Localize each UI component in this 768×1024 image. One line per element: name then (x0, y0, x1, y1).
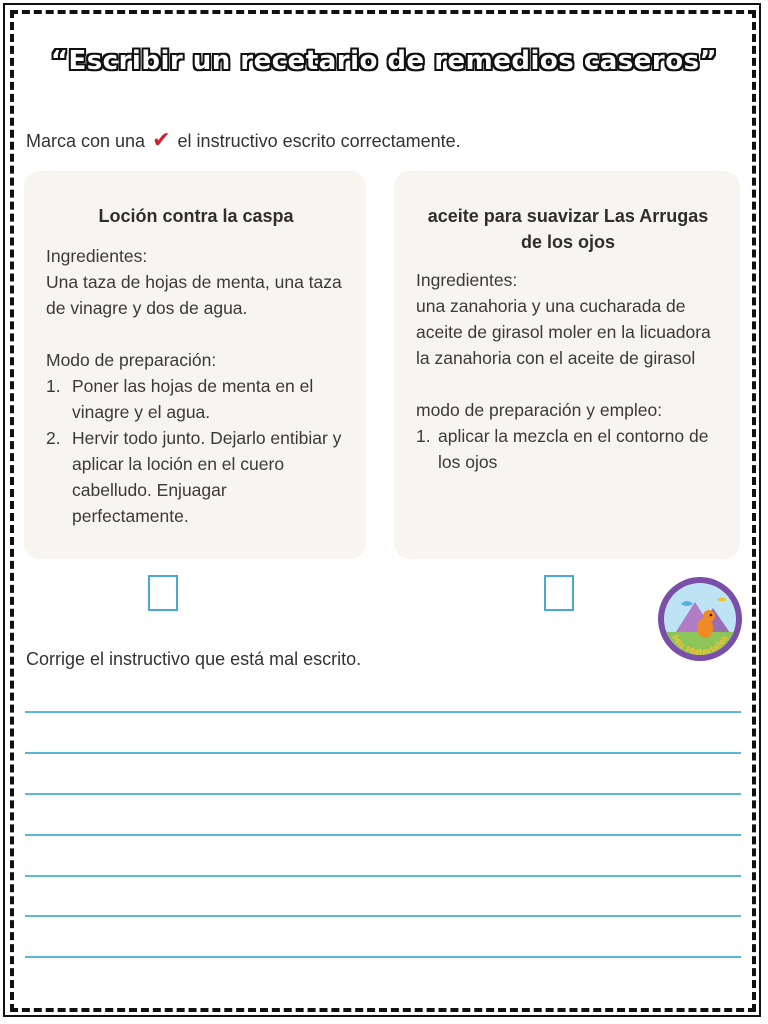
method-label: modo de preparación y empleo: (416, 400, 663, 420)
instruction-after: el instructivo escrito correctamente. (177, 131, 461, 151)
step-number: 1. (416, 426, 431, 446)
recipe-card-right (394, 171, 740, 559)
mis-materiales-logo (657, 576, 743, 662)
writing-line[interactable] (25, 752, 741, 754)
correction-prompt: Corrige el instructivo que está mal escrito. (26, 649, 362, 669)
checkbox-left[interactable] (148, 575, 178, 611)
ingredients-label: Ingredientes: (416, 270, 518, 290)
list-item (46, 425, 346, 529)
list-item (46, 373, 346, 425)
step-text: aplicar la mezcla en el contorno de los ojos (438, 426, 709, 472)
list-item (416, 423, 720, 475)
step-text: Poner las hojas de menta en el vinagre y el agua. (72, 376, 314, 422)
writing-line[interactable] (25, 711, 741, 713)
steps-list (416, 423, 720, 475)
method-label: Modo de preparación: (46, 350, 217, 370)
step-text: Hervir todo junto. Dejarlo entibiar y aplicar la loción en el cuero cabelludo. Enjuagar perfectamente. (72, 428, 342, 526)
ingredients-text: una zanahoria y una cucharada de aceite de girasol moler en la licuadora la zanahoria con el aceite de girasol (416, 296, 711, 368)
steps-list (46, 373, 346, 529)
writing-line[interactable] (25, 875, 741, 877)
writing-line[interactable] (25, 956, 741, 958)
instruction-text (26, 127, 461, 153)
writing-line[interactable] (25, 793, 741, 795)
checkmark-icon: ✔ (152, 127, 171, 152)
step-number: 2. (46, 428, 61, 448)
card-title: aceite para suavizar Las Arrugas de los ojos (427, 206, 709, 252)
recipe-card-left (24, 171, 366, 559)
worksheet-title: “Escribir un recetario de remedios caseros” (50, 46, 718, 76)
writing-line[interactable] (25, 834, 741, 836)
checkbox-right[interactable] (544, 575, 574, 611)
writing-line[interactable] (25, 915, 741, 917)
card-title: Loción contra la caspa (98, 206, 294, 226)
step-number: 1. (46, 376, 61, 396)
instruction-before: Marca con una (26, 131, 146, 151)
logo-text: Mis Materiales (669, 633, 731, 659)
ingredients-text: Una taza de hojas de menta, una taza de vinagre y dos de agua. (46, 272, 342, 318)
ingredients-label: Ingredientes: (46, 246, 148, 266)
